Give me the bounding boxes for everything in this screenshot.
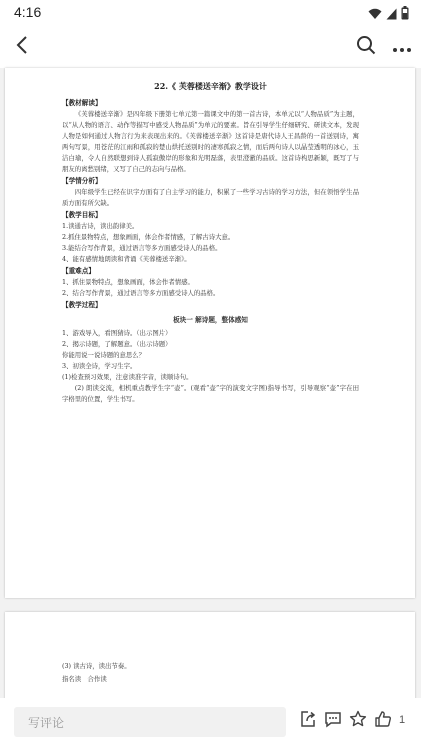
- document-title: 22.《 芙蓉楼送辛渐》教学设计: [154, 81, 267, 91]
- comment-input[interactable]: [14, 707, 286, 737]
- search-icon: [356, 35, 376, 59]
- favorite-button[interactable]: [347, 710, 369, 732]
- page-2-line: (3) 读古诗，读出节奏。: [62, 662, 131, 670]
- text-line: 1、游戏导入，看图猜诗。（出示图片）: [62, 329, 172, 337]
- text-line: 1、抓住景物特点，想象画面，体会作者情感。: [62, 278, 194, 286]
- status-time: 4:16: [14, 4, 42, 20]
- paragraph: 《芙蓉楼送辛渐》是四年级下册第七单元第一篇课文中的第一首古诗，本单元以“人物品质”为主题，以“从人物的语言、动作等描写中感受人物品质”为单元的要素。旨在引导学生仔细研究、研读文本，发现人物是如何通过人物言行为来表现出来的。《芙蓉楼送辛渐》这首诗是唐代诗人王昌龄的一首送别诗，寓两句写景，用苍茫的江雨和孤寂的楚山烘托送别时的凄寒孤寂之情，而后两句诗人以晶莹透明的冰心，玉洁白瑜，令人自然联想到诗人孤寂傲岸的形象和光明磊落，表里澄澈的品质。这首诗构思新颖，既写了与朋友的离愁别绪，又写了自己的志向与品格。: [62, 110, 359, 173]
- comment-placeholder: 写评论: [28, 716, 65, 730]
- like-icon: [374, 710, 392, 732]
- more-options-button[interactable]: [388, 33, 416, 61]
- back-arrow-icon: [15, 35, 29, 59]
- star-icon: [349, 710, 367, 732]
- text-line: 2.抓住景物特点，想象画面，体会作者情感，了解古诗大意。: [62, 233, 235, 241]
- signal-icon: [386, 5, 397, 24]
- text-line: (1)检查预习效果，注意读准字音，读顺诗句。: [62, 373, 193, 381]
- text-line: 2、结合写作背景，通过语言等多方面感受诗人的品格。: [62, 289, 220, 297]
- section-heading: 【教材解读】: [62, 99, 102, 107]
- comment-icon: [324, 710, 342, 732]
- search-button[interactable]: [352, 33, 380, 61]
- battery-icon: [401, 5, 409, 24]
- section-heading: 【重难点】: [62, 267, 95, 275]
- like-button[interactable]: [372, 710, 394, 732]
- like-count: 1: [399, 714, 406, 726]
- top-navigation-bar: [0, 26, 421, 68]
- document-page-2-content: [62, 660, 359, 686]
- back-button[interactable]: [8, 33, 36, 61]
- text-line: 4、能有感情地朗读和背诵《芙蓉楼送辛渐》。: [62, 255, 191, 263]
- status-icons: [368, 5, 409, 24]
- document-content: [62, 79, 359, 405]
- text-line: 你能用说一说诗题的意思么？: [62, 351, 146, 359]
- text-line: 2、揭示诗题，了解题意。（出示诗题）: [62, 340, 172, 348]
- section-heading: 【学情分析】: [62, 177, 102, 185]
- section-heading: 【教学目标】: [62, 211, 102, 219]
- comment-button[interactable]: [322, 710, 344, 732]
- status-bar: [0, 0, 421, 26]
- wifi-icon: [368, 5, 382, 24]
- share-icon: [299, 710, 317, 732]
- document-body: [62, 97, 359, 405]
- paragraph: (2) 朗读交流，相机重点教学生字“壶”。(观看“壶”字的演变文字图)指导书写，引导观察“壶”字在田字格里的位置，学生书写。: [62, 384, 359, 403]
- text-line: 3、初读全诗，学习生字。: [62, 362, 137, 370]
- text-line: 3.能结合写作背景，通过语言等多方面感受诗人的品格。: [62, 244, 222, 252]
- text-line: 1.读通古诗，读出韵律美。: [62, 222, 139, 230]
- section-heading: 【教学过程】: [62, 301, 102, 309]
- share-button[interactable]: [297, 710, 319, 732]
- block-heading: 板块一 解诗题，整体感知: [173, 316, 248, 324]
- bottom-action-bar: [0, 698, 421, 748]
- more-icon: [392, 38, 412, 57]
- paragraph: 四年级学生已经在识字方面有了自主学习的能力，积累了一些学习古诗的学习方法，但在领悟学生品质方面有所欠缺。: [62, 188, 359, 207]
- page-2-line: 指名读 合作读: [62, 675, 107, 683]
